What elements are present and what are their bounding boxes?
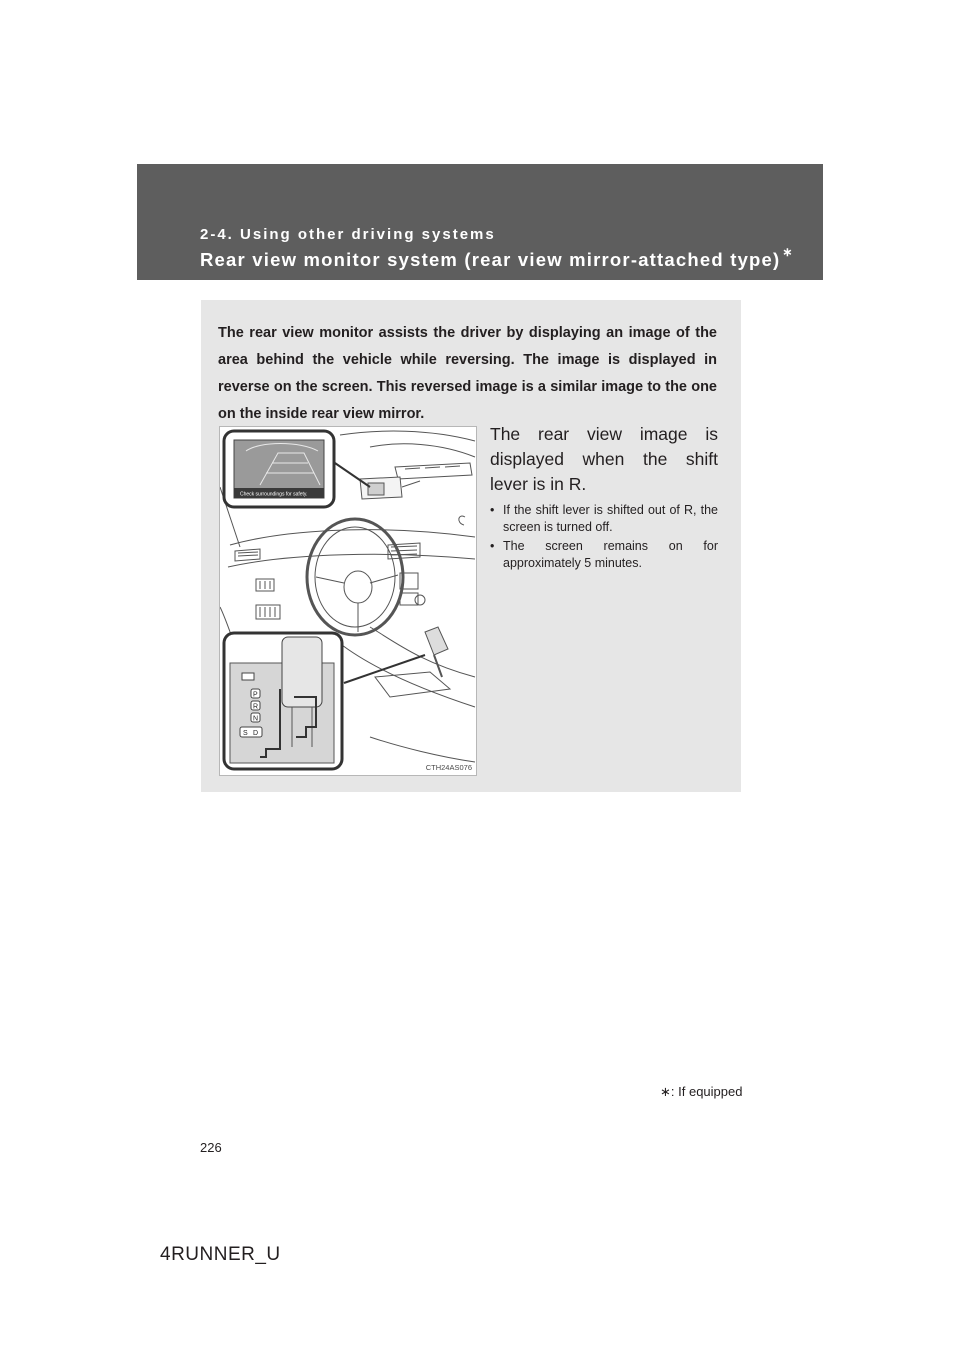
bullet-text: The screen remains on for approximately 5 minutes.	[503, 539, 718, 570]
page-number: 226	[200, 1140, 222, 1155]
list-item	[490, 538, 718, 572]
section-title: 2-4. Using other driving systems	[200, 226, 496, 243]
gear-s: S	[243, 730, 248, 737]
gear-n: N	[253, 715, 259, 723]
gear-r: R	[253, 703, 259, 711]
shift-gate-callout	[224, 633, 342, 769]
page-title	[200, 245, 794, 271]
figure-code: CTH24AS076	[425, 763, 472, 772]
description-text: The rear view image is displayed when the shift lever is in R.	[490, 424, 718, 494]
footnote	[660, 1084, 742, 1100]
footnote-mark: ∗	[660, 1084, 671, 1099]
gear-p: P	[253, 691, 258, 699]
content-panel	[201, 300, 741, 792]
monitor-caption: Check surroundings for safety.	[240, 491, 308, 498]
intro-paragraph: The rear view monitor assists the driver by displaying an image of the area behind the vehicle while reversing. The image is displayed in reverse on the screen. This reversed image is a similar image to the one on the inside rear view mirror.	[218, 325, 717, 422]
list-item	[490, 502, 718, 536]
if-equipped-mark: ∗	[782, 245, 794, 259]
bullet-text: If the shift lever is shifted out of R, the screen is turned off.	[503, 503, 718, 534]
footnote-text: : If equipped	[670, 1084, 743, 1099]
gear-d: D	[253, 730, 259, 737]
section-header	[137, 164, 823, 280]
model-code: 4RUNNER_U	[160, 1244, 281, 1265]
cabin-drawing	[220, 427, 476, 775]
bullet-glyph: •	[490, 539, 495, 553]
monitor-callout	[224, 431, 334, 507]
notes-list	[490, 502, 718, 574]
mirror-screen-icon	[368, 483, 384, 495]
rear-view-illustration	[219, 426, 477, 776]
page-title-text: Rear view monitor system (rear view mirror-attached type)	[200, 249, 781, 271]
bullet-glyph: •	[490, 503, 495, 517]
